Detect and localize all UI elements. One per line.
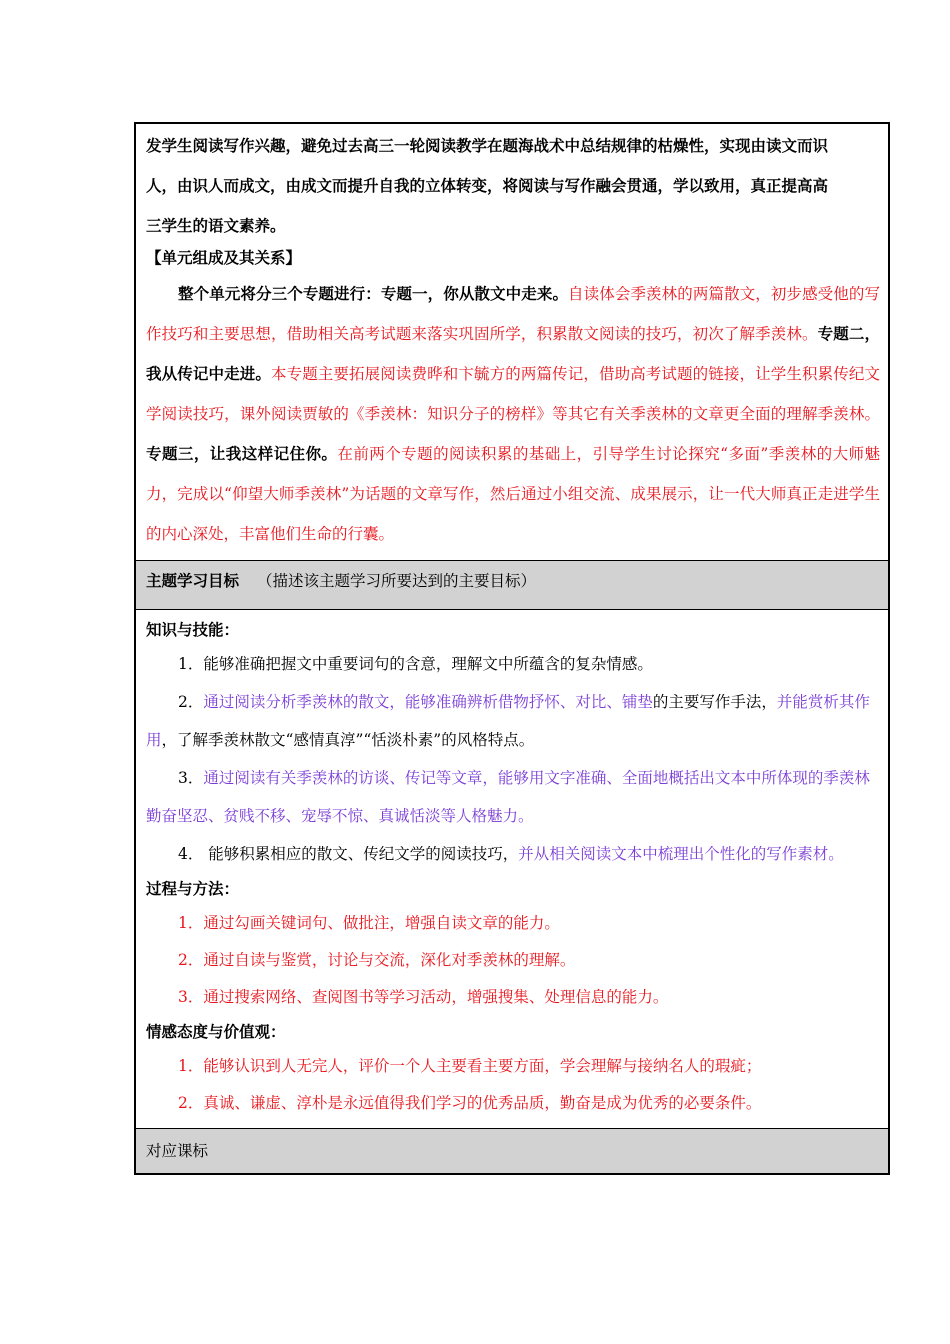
attitude-heading: 情感态度与价值观： xyxy=(146,1022,286,1041)
standards-row xyxy=(136,1129,888,1173)
unit-section-row xyxy=(136,124,888,561)
knowledge-item-1: 1．能够准确把握文中重要词句的含意，理解文中所蕴含的复杂情感。 xyxy=(178,655,653,673)
unit-topic-2-desc: 本专题主要拓展阅读费晔和卞毓方的两篇传记，借助高考试题的链接，让学生积累传纪文学阅读技巧，课外阅读贾敏的《季羡林：知识分子的榜样》等其它有关季羡林的文章更全面的理解季羡林。 xyxy=(146,365,880,423)
attitude-item-2: 2．真诚、谦虚、淳朴是永远值得我们学习的优秀品质，勤奋是成为优秀的必要条件。 xyxy=(178,1094,762,1112)
unit-topic-2: 专题二，我从传记中走进。 xyxy=(146,324,880,383)
intro-line-2: 人，由识人而成文，由成文而提升自我的立体转变，将阅读与写作融会贯通，学以致用，真正提高高 xyxy=(146,176,829,195)
goals-subtitle: （描述该主题学习所要达到的主要目标） xyxy=(257,572,537,590)
unit-heading: 【单元组成及其关系】 xyxy=(146,248,302,267)
unit-topic-1: 整个单元将分三个专题进行：专题一，你从散文中走来。 xyxy=(178,284,569,303)
knowledge-item-2: 2．通过阅读分析季羡林的散文，能够准确辨析借物抒怀、对比、铺垫的主要写作手法，并能赏析其作用，了解季羡林散文“感情真淳”“恬淡朴素”的风格特点。 xyxy=(146,693,870,749)
process-item-2: 2．通过自读与鉴赏，讨论与交流，深化对季羡林的理解。 xyxy=(178,951,576,969)
process-heading: 过程与方法： xyxy=(146,879,240,898)
unit-topic-3: 专题三，让我这样记住你。 xyxy=(146,444,338,463)
intro-line-3: 三学生的语文素养。 xyxy=(146,216,286,235)
goals-content-row xyxy=(136,610,888,1129)
process-item-1: 1．通过勾画关键词句、做批注，增强自读文章的能力。 xyxy=(178,914,560,932)
knowledge-item-4: 4． 能够积累相应的散文、传纪文学的阅读技巧，并从相关阅读文本中梳理出个性化的写作素材。 xyxy=(178,845,844,863)
knowledge-heading: 知识与技能： xyxy=(146,620,240,639)
unit-topic-1-desc: 自读体会季羡林的两篇散文，初步感受他的写作技巧和主要思想，借助相关高考试题来落实巩固所学，积累散文阅读的技巧，初次了解季羡林。 xyxy=(146,285,880,343)
unit-topic-3-desc: 在前两个专题的阅读积累的基础上，引导学生讨论探究“多面”季羡林的大师魅力，完成以“仰望大师季羡林”为话题的文章写作，然后通过小组交流、成果展示，让一代大师真正走进学生的内心深处，丰富他们生命的行囊。 xyxy=(146,445,880,543)
attitude-item-1: 1．能够认识到人无完人，评价一个人主要看主要方面，学会理解与接纳名人的瑕疵； xyxy=(178,1057,762,1075)
goals-title: 主题学习目标 xyxy=(146,571,240,590)
knowledge-item-3: 3．通过阅读有关季羡林的访谈、传记等文章，能够用文字准确、全面地概括出文本中所体现的季羡林勤奋坚忍、贫贱不移、宠辱不惊、真诚恬淡等人格魅力。 xyxy=(146,769,870,825)
goals-header-row xyxy=(136,561,888,610)
lesson-plan-table xyxy=(134,122,890,1175)
standards-title: 对应课标 xyxy=(146,1142,209,1160)
process-item-3: 3．通过搜索网络、查阅图书等学习活动，增强搜集、处理信息的能力。 xyxy=(178,988,669,1006)
unit-paragraph xyxy=(146,274,880,554)
intro-line-1: 发学生阅读写作兴趣，避免过去高三一轮阅读教学在题海战术中总结规律的枯燥性，实现由读文而识 xyxy=(146,136,829,155)
